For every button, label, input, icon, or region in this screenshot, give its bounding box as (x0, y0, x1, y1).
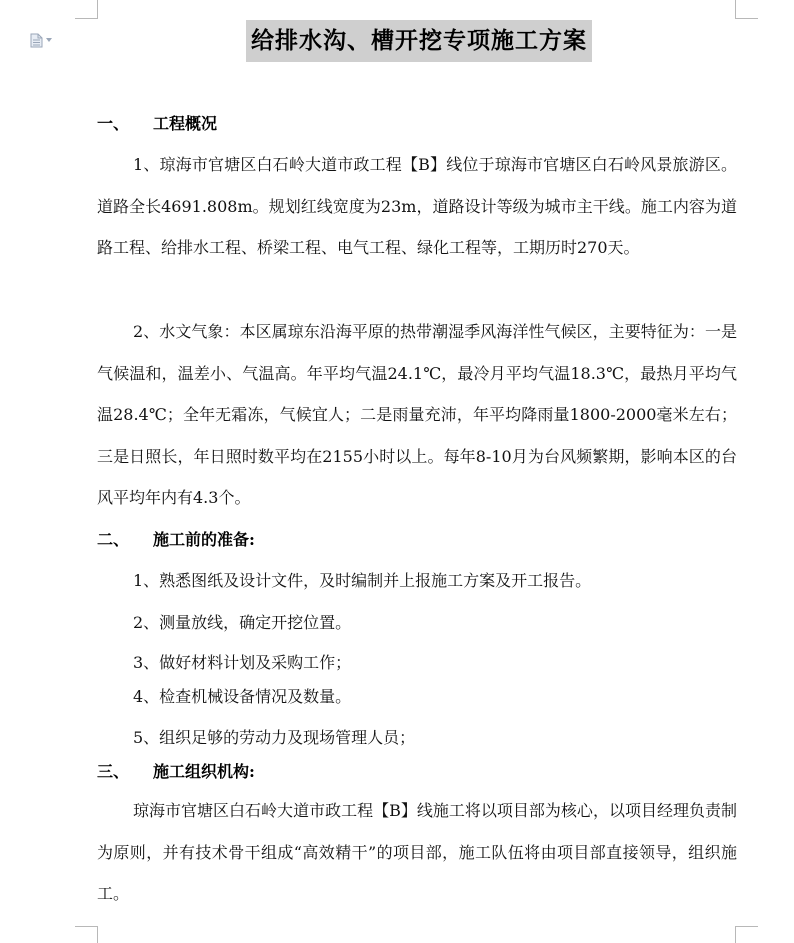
section-number: 三、 (97, 762, 130, 781)
crop-mark-bottom-left (75, 926, 98, 943)
list-item: 2、测量放线，确定开挖位置。 (133, 613, 352, 632)
section-number: 二、 (97, 530, 130, 549)
section-title: 工程概况 (153, 114, 218, 133)
document-menu-button[interactable] (30, 32, 56, 48)
list-item: 5、组织足够的劳动力及现场管理人员； (133, 728, 416, 747)
crop-mark-top-left (75, 0, 98, 19)
section-title: 施工前的准备: (153, 530, 255, 549)
crop-mark-bottom-right (735, 926, 758, 943)
section-number: 一、 (97, 114, 130, 133)
list-item: 1、熟悉图纸及设计文件，及时编制并上报施工方案及开工报告。 (133, 571, 592, 590)
section-heading-1 (97, 114, 217, 134)
section-heading-2 (97, 530, 255, 550)
section-heading-3 (97, 762, 255, 782)
document-icon (30, 33, 43, 48)
paragraph-organization: 琼海市官塘区白石岭大道市政工程【B】线施工将以项目部为核心，以项目经理负责制为原则，并有技术骨干组成“高效精干”的项目部，施工队伍将由项目部直接领导，组织施工。 (97, 801, 737, 903)
list-item: 3、做好材料计划及采购工作； (133, 653, 352, 672)
chevron-down-icon (46, 38, 52, 42)
document-title: 给排水沟、槽开挖专项施工方案 (246, 20, 592, 62)
list-item: 4、检查机械设备情况及数量。 (133, 687, 352, 706)
paragraph-hydrology-climate: 2、水文气象：本区属琼东沿海平原的热带潮湿季风海洋性气候区，主要特征为：一是气候温和，温差小、气温高。年平均气温24.1℃，最冷月平均气温18.3℃，最热月平均气温28.4℃；全年无霜冻，气候宜人；二是雨量充沛，年平均降雨量1800-2000毫米左右；三是日照长，年日照时数平均在2155小时以上。每年8-10月为台风频繁期，影响本区的台风平均年内有4.3个。 (97, 322, 737, 507)
paragraph-project-overview: 1、琼海市官塘区白石岭大道市政工程【B】线位于琼海市官塘区白石岭风景旅游区。道路全长4691.808m。规划红线宽度为23m，道路设计等级为城市主干线。施工内容为道路工程、给排水工程、桥梁工程、电气工程、绿化工程等，工期历时270天。 (97, 155, 737, 257)
section-title: 施工组织机构: (153, 762, 255, 781)
crop-mark-top-right (735, 0, 758, 19)
